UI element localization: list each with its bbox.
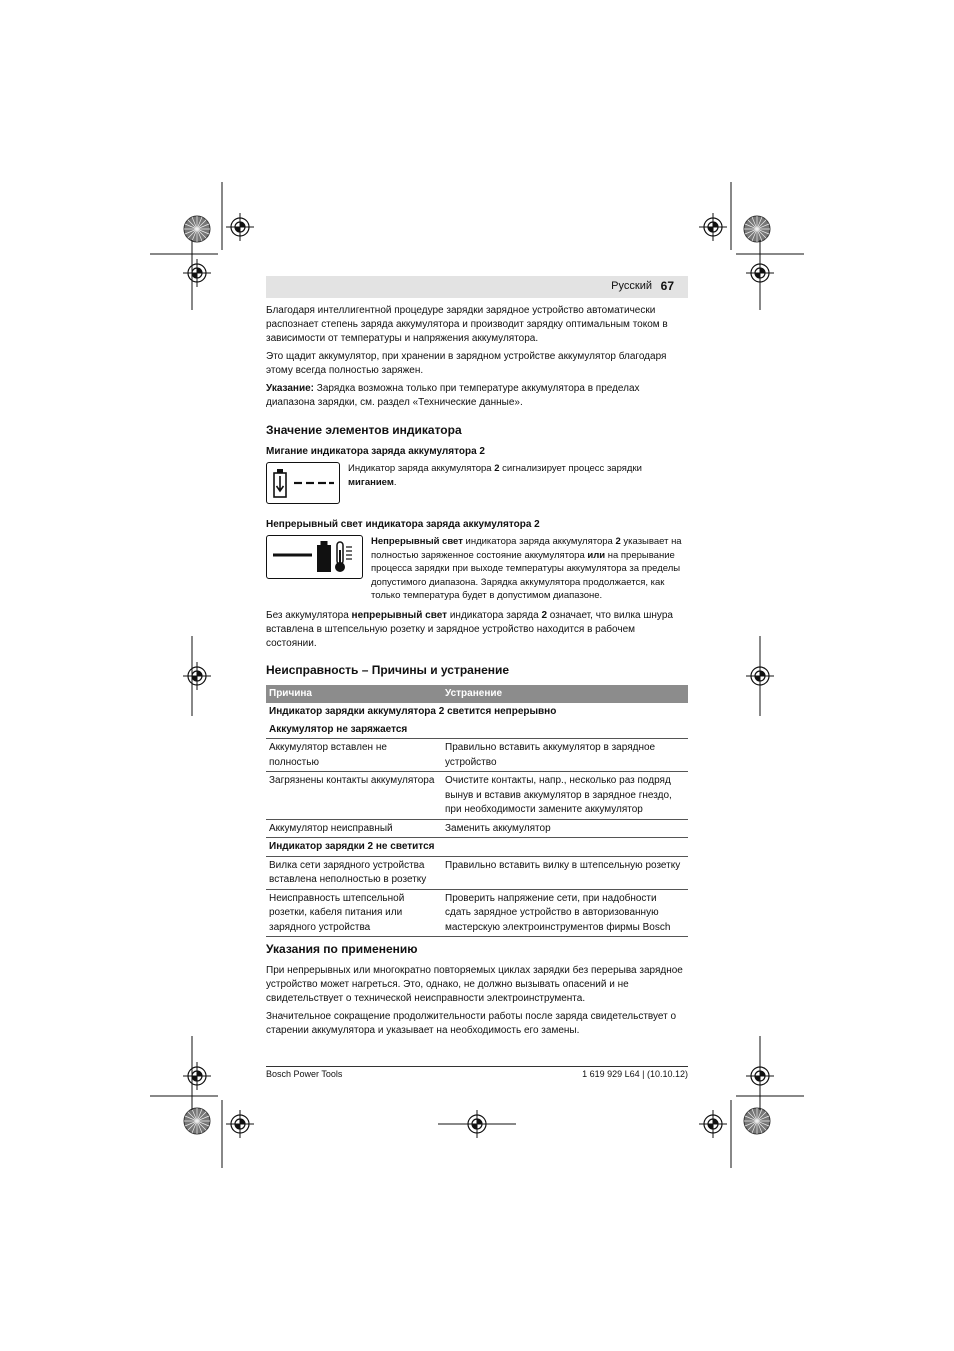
registration-mark-icon — [183, 662, 211, 690]
section-title-indicator: Значение элементов индикатора — [266, 423, 462, 437]
indicator-steady-icon — [266, 535, 363, 579]
indicator-blink-text — [348, 462, 688, 504]
cause-cell: Загрязнены контакты аккумулятора — [266, 772, 442, 820]
no-battery-paragraph — [266, 609, 688, 651]
indicator-steady-text — [371, 535, 688, 603]
subsection-title-blink: Мигание индикатора заряда аккумулятора 2 — [266, 446, 485, 457]
table-group-row — [266, 721, 688, 739]
fix-cell: Проверить напряжение сети, при надобности сдать зарядное устройство в авторизованную мастерскую электроинструментов фирмы Bosch — [442, 889, 688, 937]
fix-cell: Очистите контакты, напр., несколько раз подряд вынув и вставив аккумулятор в зарядное гнездо, при необходимости замените аккумулятор — [442, 772, 688, 820]
header-language: Русский — [611, 280, 652, 292]
part-number: 2 — [494, 463, 500, 474]
thermometer-icon — [335, 542, 352, 572]
battery-charging-icon — [274, 469, 286, 497]
group-subtitle: Аккумулятор не заряжается — [266, 721, 688, 739]
text-run: индикатора заряда — [447, 609, 542, 621]
footer-doc-number: 1 619 929 L64 | (10.10.12) — [582, 1069, 688, 1079]
text-run: индикатора заряда аккумулятора — [462, 536, 616, 547]
table-row — [266, 739, 688, 772]
intro-paragraph: Это щадит аккумулятор, при хранении в зарядном устройстве аккумулятор благодаря этому всегда полностью заряжен. — [266, 351, 667, 376]
indicator-blink — [266, 462, 688, 504]
page-body — [266, 304, 688, 1042]
part-number: 2 — [541, 609, 547, 621]
emphasis: непрерывный свет — [351, 609, 448, 621]
fix-cell: Правильно вставить аккумулятор в зарядное устройство — [442, 739, 688, 772]
column-header-fix: Устранение — [442, 685, 688, 704]
fix-cell: Правильно вставить вилку в штепсельную розетку — [442, 856, 688, 889]
footer-publisher: Bosch Power Tools — [266, 1069, 343, 1079]
table-row — [266, 889, 688, 937]
registration-mark-icon — [226, 1110, 254, 1138]
battery-full-icon — [317, 541, 331, 572]
emphasis: или — [587, 549, 606, 561]
indicator-steady — [266, 535, 688, 603]
intro-paragraph: Благодаря интеллигентной процедуре зарядки зарядное устройство автоматически распознает степень заряда аккумулятора и производит зарядку оптимальным током в зависимости от температуры и напряжения аккумулятора. — [266, 305, 668, 344]
part-number: 2 — [615, 536, 621, 547]
note-paragraph — [266, 382, 688, 410]
usage-paragraph: Значительное сокращение продолжительности работы после заряда свидетельствует о старении аккумулятора и указывает на необходимость его замены. — [266, 1011, 677, 1037]
group-title: Индикатор зарядки 2 не светится — [266, 838, 688, 857]
subsection-title-steady: Непрерывный свет индикатора заряда аккумулятора 2 — [266, 519, 540, 530]
text-run: Индикатор заряда аккумулятора — [348, 463, 495, 474]
registration-mark-icon — [699, 1110, 727, 1138]
registration-mark-icon — [183, 259, 211, 287]
page-number: 67 — [660, 279, 674, 293]
column-header-cause: Причина — [266, 685, 442, 704]
color-wheel-icon — [184, 1108, 210, 1134]
cause-cell: Аккумулятор вставлен не полностью — [266, 739, 442, 772]
section-title-trouble: Неисправность – Причины и устранение — [266, 662, 510, 677]
usage-paragraph: При непрерывных или многократно повторяемых циклах зарядки без перерыва зарядное устройство может нагреться. Это, однако, не должно вызывать опасений и не свидетельствует о технической неисправности электроинструмента. — [266, 965, 683, 1005]
table-group-row — [266, 703, 688, 721]
color-wheel-icon — [744, 1108, 770, 1134]
note-text: Зарядка возможна только при температуре аккумулятора в пределах диапазона зарядки, см. раздел «Технические данные». — [266, 383, 640, 408]
footer-rule — [266, 1066, 688, 1067]
note-label: Указание: — [266, 383, 315, 394]
fix-cell: Заменить аккумулятор — [442, 819, 688, 838]
registration-mark-icon — [699, 213, 727, 241]
text-run: сигнализирует процесс зарядки — [499, 463, 642, 474]
table-header-row — [266, 685, 688, 704]
text-run: означает, что вилка шнура вставлена в штепсельную розетку и зарядное устройство находится в рабочем состоянии. — [266, 609, 673, 649]
cause-cell: Аккумулятор неисправный — [266, 819, 442, 838]
text-run: на прерывание процесса зарядки при выходе температуры аккумулятора за пределы допустимого диапазона. Зарядка аккумулятора продолжается, как только температура будет в допустимом диапазоне. — [371, 549, 681, 602]
text-run: указывает на полностью заряженное состояние аккумулятора — [371, 536, 682, 561]
table-group-row — [266, 838, 688, 857]
indicator-blink-icon — [266, 462, 340, 504]
text-run: . — [393, 476, 397, 488]
cause-cell: Неисправность штепсельной розетки, кабеля питания или зарядного устройства — [266, 889, 442, 937]
color-wheel-icon — [744, 216, 770, 242]
emphasis: Непрерывный свет — [371, 536, 463, 547]
troubleshooting-table — [266, 685, 688, 938]
table-row — [266, 819, 688, 838]
page-header — [266, 276, 688, 298]
color-wheel-icon — [184, 216, 210, 242]
registration-mark-icon — [226, 213, 254, 241]
registration-mark-icon — [183, 1062, 211, 1090]
emphasis: миганием — [348, 476, 394, 488]
table-row — [266, 772, 688, 820]
cause-cell: Вилка сети зарядного устройства вставлена неполностью в розетку — [266, 856, 442, 889]
table-row — [266, 856, 688, 889]
group-title: Индикатор зарядки аккумулятора 2 светится непрерывно — [269, 706, 557, 718]
text-run: Без аккумулятора — [266, 609, 352, 621]
section-title-usage: Указания по применению — [266, 942, 418, 957]
